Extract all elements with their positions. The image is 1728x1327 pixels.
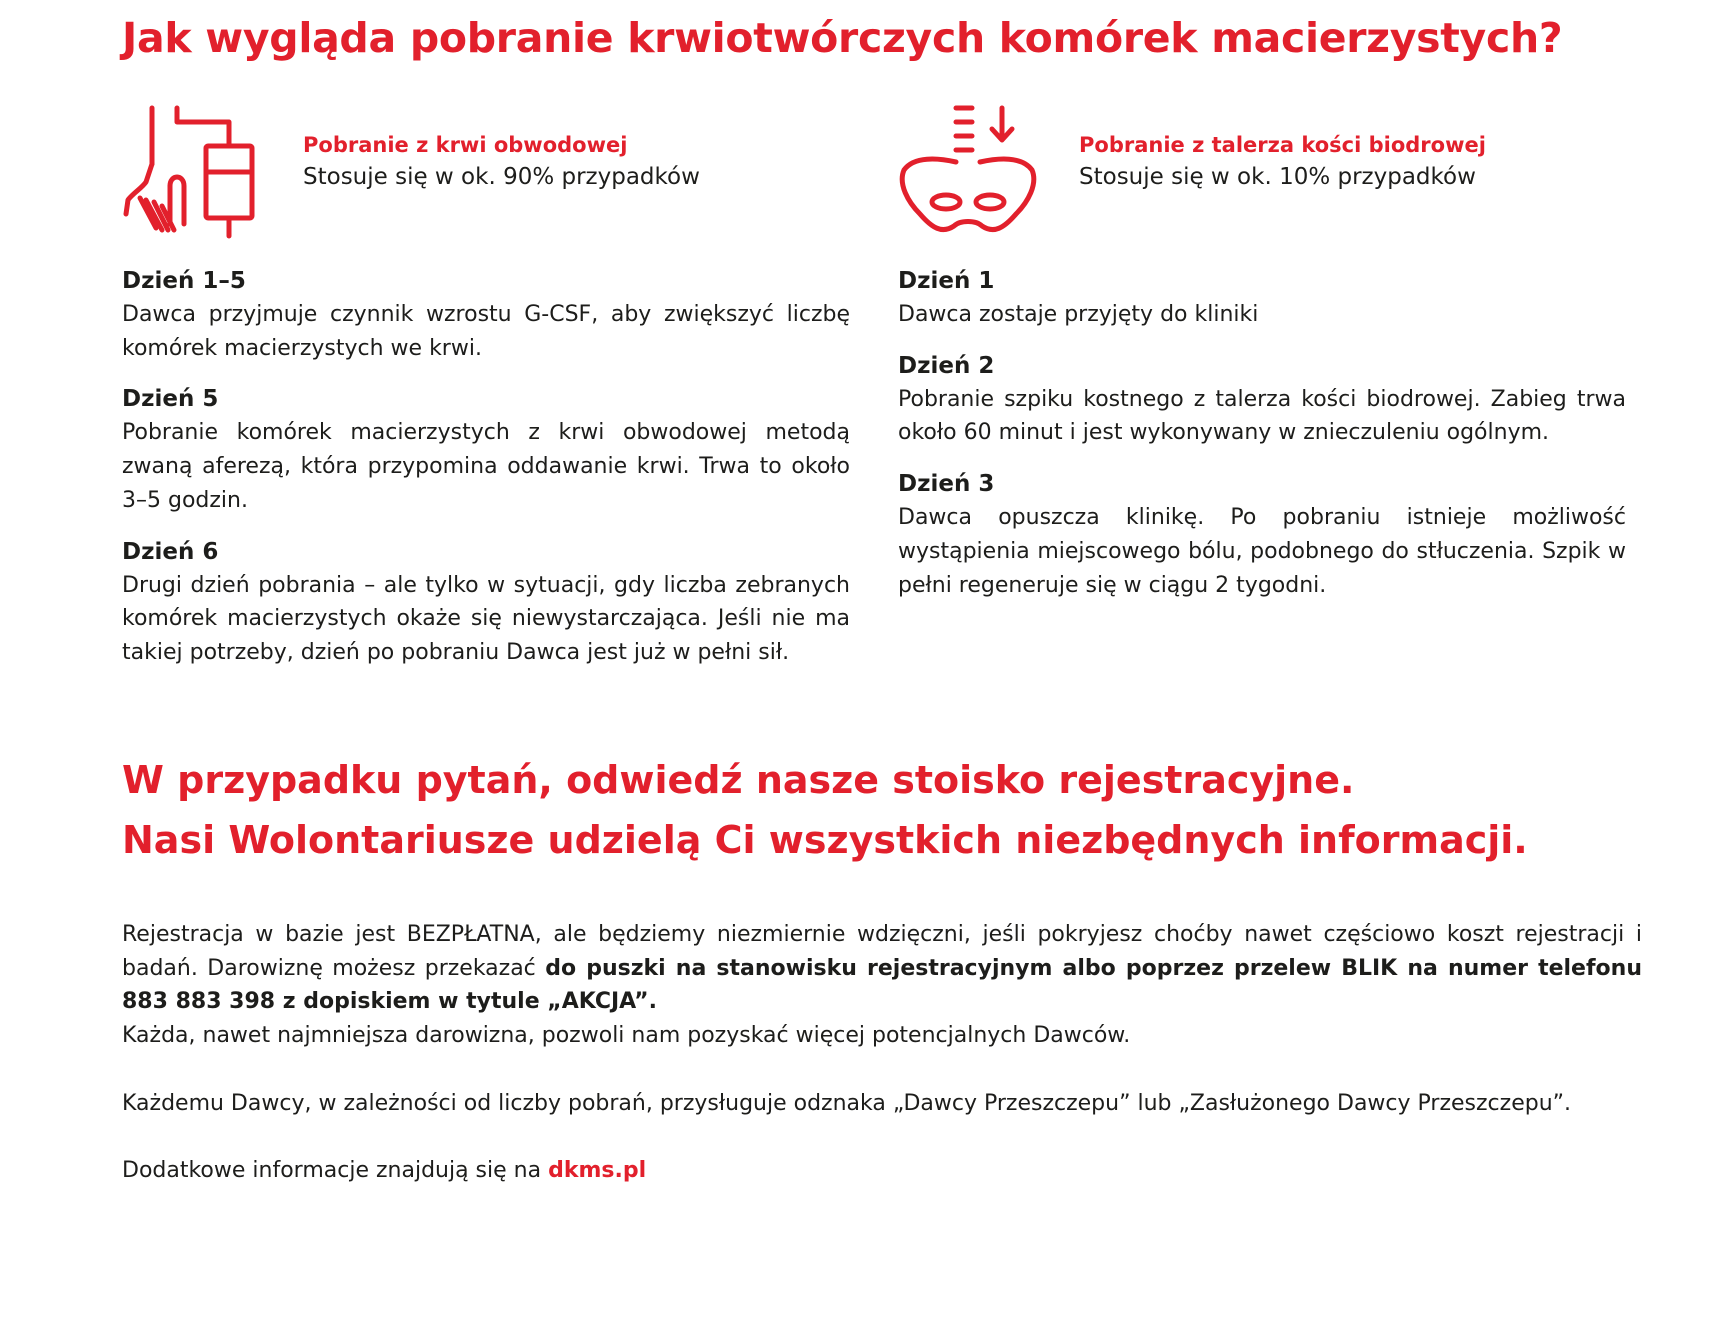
step-item [898,264,1626,332]
more-info-text: Dodatkowe informacje znajdują się na [122,1157,549,1183]
step-day: Dzień 6 [122,538,219,565]
call-to-action [122,750,1528,870]
method-subtitle: Stosuje się w ok. 90% przypadków [303,164,700,190]
dkms-link[interactable]: dkms.pl [548,1157,647,1183]
step-item [122,264,850,365]
spacer [122,1120,1642,1154]
method-peripheral-blood [122,100,850,665]
step-text: Pobranie szpiku kostnego z talerza kości biodrowej. Zabieg trwa około 60 minut i jest wykonywany w znieczuleniu ogólnym. [898,386,1626,446]
donation-note: Każda, nawet najmniejsza darowizna, pozwoli nam pozyskać więcej potencjalnych Dawców. [122,1023,1131,1049]
step-text: Dawca przyjmuje czynnik wzrostu G-CSF, aby zwiększyć liczbę komórek macierzystych we krwi. [122,302,850,361]
method-title: Pobranie z talerza kości biodrowej [1079,133,1486,157]
method-header [122,100,850,250]
spacer [122,1053,1642,1087]
step-item [898,467,1626,602]
step-day: Dzień 3 [898,471,995,498]
donation-instructions: do puszki na stanowisku rejestracyjnym albo poprzez przelew BLIK na numer telefonu 883 883 398 z dopiskiem w tytule „AKCJA”. [122,955,1642,1015]
method-text [303,130,700,194]
step-text: Dawca opuszcza klinikę. Po pobraniu istnieje możliwość wystąpienia miejscowego bólu, podobnego do stłuczenia. Szpik w pełni regeneruje się w ciągu 2 tygodni. [898,505,1626,598]
step-text: Drugi dzień pobrania – ale tylko w sytuacji, gdy liczba zebranych komórek macierzystych okaże się niewystarczająca. Jeśli nie ma takiej potrzeby, dzień po pobraniu Dawca jest już w pełni sił. [122,572,850,665]
method-iliac-crest [898,100,1626,598]
badge-paragraph: Każdemu Dawcy, w zależności od liczby pobrań, przysługuje odznaka „Dawcy Przeszczepu” lub „Zasłużonego Dawcy Przeszczepu”. [122,1090,1572,1116]
step-item [898,349,1626,450]
method-title: Pobranie z krwi obwodowej [303,133,628,157]
donation-text: Rejestracja w bazie jest BEZPŁATNA, ale będziemy niezmiernie wdzięczni, jeśli pokryjesz choćby nawet częściowo koszt rejestracji i badań. Darowiznę możesz przekazać [122,922,1642,981]
step-item [122,535,850,670]
step-item [122,382,850,517]
donation-paragraph [122,918,1642,1019]
method-text [1079,130,1486,194]
page-title: Jak wygląda pobranie krwiotwórczych komórek macierzystych? [122,14,1563,62]
blood-donation-icon [122,102,262,240]
step-day: Dzień 1 [898,268,995,294]
step-text: Dawca zostaje przyjęty do kliniki [898,302,1259,327]
cta-line: Nasi Wolontariusze udzielą Ci wszystkich niezbędnych informacji. [122,818,1528,862]
method-subtitle: Stosuje się w ok. 10% przypadków [1079,164,1476,190]
step-day: Dzień 5 [122,386,219,413]
steps-list [122,264,850,687]
cta-line: W przypadku pytań, odwiedź nasze stoisko rejestracyjne. [122,758,1355,802]
steps-list [898,264,1626,619]
step-day: Dzień 2 [898,352,995,379]
step-text: Pobranie komórek macierzystych z krwi obwodowej metodą zwaną aferezą, która przypomina oddawanie krwi. Trwa to około 3–5 godzin. [122,420,850,513]
more-info-paragraph [122,1154,1642,1188]
pelvis-bone-icon [898,102,1038,240]
info-section [122,918,1642,1188]
step-day: Dzień 1–5 [122,268,246,294]
method-header [898,100,1626,250]
